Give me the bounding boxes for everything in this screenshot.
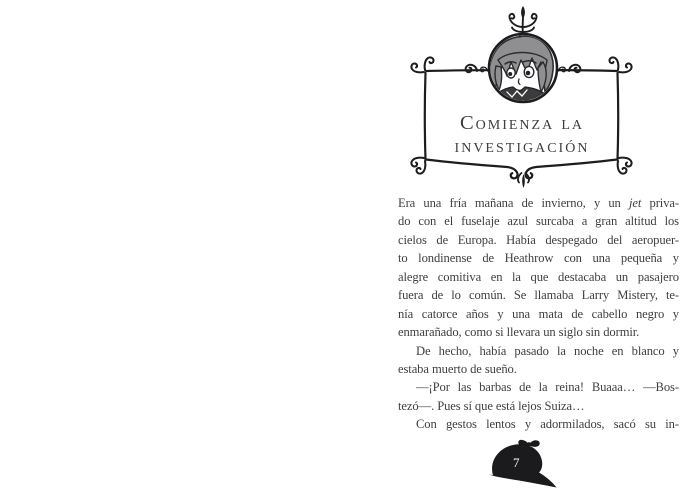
detective-cap-icon bbox=[486, 436, 562, 492]
body-text-line: nía catorce años y una mata de cabello negro y bbox=[398, 306, 679, 321]
bottom-tassel-icon bbox=[518, 173, 529, 188]
body-text-line: Con gestos lentos y adormilados, sacó su in- bbox=[416, 417, 679, 432]
body-text-line: enmarañado, como si llevara un siglo sin dormir. bbox=[398, 325, 640, 340]
body-text-line: do con el fuselaje azul surcaba a gran altitud los bbox=[398, 214, 679, 229]
page-number: 7 bbox=[513, 455, 520, 470]
fleur-ornament-icon bbox=[509, 6, 536, 36]
body-text-line: estaba muerto de sueño. bbox=[398, 361, 517, 376]
chapter-title bbox=[425, 112, 619, 157]
chapter-ornament-frame bbox=[395, 0, 655, 195]
character-portrait-icon bbox=[489, 20, 557, 106]
body-text-line: alegre comitiva en la que destacaba un pasajero bbox=[398, 269, 679, 284]
body-text-line: De hecho, había pasado la noche en blanco y bbox=[416, 343, 679, 358]
body-text-line: tezó—. Pues sí que está lejos Suiza… bbox=[398, 398, 585, 413]
chapter-title-line2: investigación bbox=[454, 134, 590, 157]
body-text-line: cielos de Europa. Había despegado del aeropuer- bbox=[398, 232, 679, 247]
body-text-line: fuera de lo común. Se llamaba Larry Mistery, te- bbox=[398, 288, 679, 303]
body-text-line: to londinense de Heathrow con una pequeña y bbox=[398, 251, 679, 266]
chapter-title-line1: Comienza la bbox=[459, 112, 584, 134]
body-text-line: Era una fría mañana de invierno, y un jet priva- bbox=[398, 196, 679, 210]
body-text-line: —¡Por las barbas de la reina! Buaaa… —Bos- bbox=[416, 380, 679, 395]
body-text bbox=[398, 194, 679, 434]
